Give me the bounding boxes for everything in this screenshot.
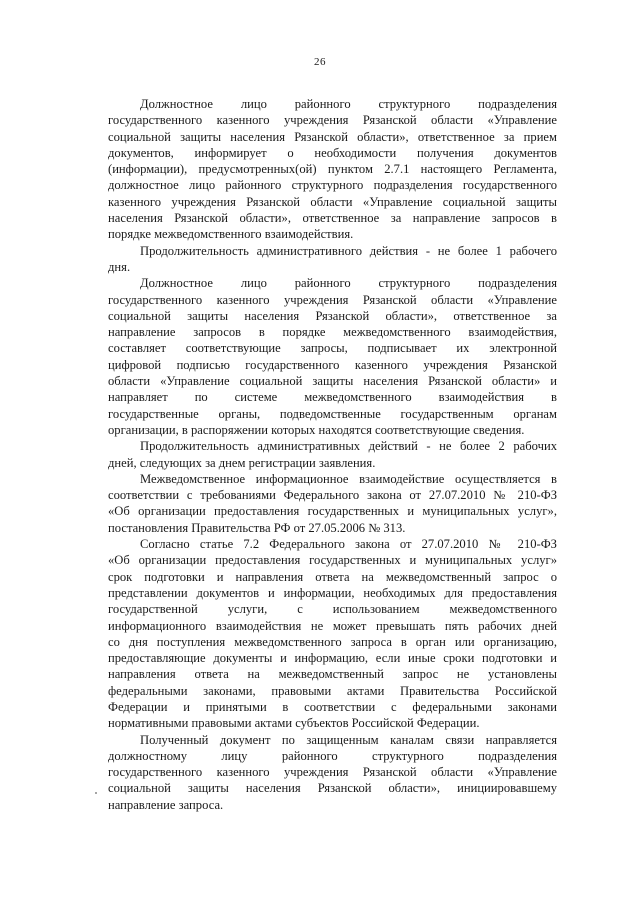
text-line: области «Управление социальной защиты населения Рязанской области» и (108, 374, 557, 389)
text-line: социальной защиты населения Рязанской области», инициировавшему (108, 781, 557, 796)
text-line: соответствии с требованиями Федерального закона от 27.07.2010 № 210-ФЗ (108, 488, 557, 503)
text-line: со дня поступления межведомственного запроса в орган или организацию, (108, 634, 557, 649)
text-line: Федерации и принятыми в соответствии с федеральными законами (108, 699, 557, 714)
text-line: Должностное лицо районного структурного подразделения (140, 97, 557, 111)
text-line: должностному лицу районного структурного подразделения (108, 748, 557, 763)
text-line: населения Рязанской области», ответственное за направление запросов в (108, 211, 557, 226)
scan-speck (95, 792, 97, 794)
text-line: (информации), предусмотренных(ой) пунктом 2.7.1 настоящего Регламента, (108, 162, 557, 177)
paragraph (108, 732, 557, 813)
paragraph (108, 536, 557, 732)
text-line: государственного казенного учреждения Рязанской области «Управление (108, 113, 557, 128)
text-line: государственного казенного учреждения Рязанской области «Управление (108, 292, 557, 307)
text-line: направления ответа на межведомственный запрос не установлены (108, 667, 557, 682)
text-line: казенного учреждения Рязанской области «Управление социальной защиты (108, 194, 557, 209)
text-line: направление запроса. (108, 797, 224, 812)
text-line: документов, информирует о необходимости получения документов (108, 145, 557, 160)
text-line: составляет соответствующие запросы, подписывает их электронной (108, 341, 557, 356)
text-line: социальной защиты населения Рязанской области», ответственное за прием (108, 129, 557, 144)
text-line: порядке межведомственного взаимодействия. (108, 227, 354, 242)
text-line: цифровой подписью государственного казенного учреждения Рязанской (108, 357, 557, 372)
text-line: государственного казенного учреждения Рязанской области «Управление (108, 765, 557, 780)
text-line: представлении документов и информации, необходимых для предоставления (108, 585, 557, 600)
text-line: должностное лицо районного структурного подразделения государственного (108, 178, 557, 193)
text-line: Полученный документ по защищенным каналам связи направляется (140, 732, 557, 747)
document-body (108, 96, 557, 813)
paragraph (108, 243, 557, 276)
paragraph (108, 471, 557, 536)
text-line: Продолжительность административных действий - не более 2 рабочих (140, 439, 557, 454)
text-line: Должностное лицо районного структурного подразделения (140, 276, 557, 291)
text-line: Межведомственное информационное взаимодействие осуществляется в (140, 471, 557, 486)
text-line: направление запросов в порядке межведомственного взаимодействия, (108, 325, 557, 340)
text-line: «Об организации предоставления государственных и муниципальных услуг» (108, 553, 557, 568)
text-line: федеральными законами, правовыми актами Правительства Российской (108, 683, 557, 698)
text-line: нормативными правовыми актами субъектов Российской Федерации. (108, 716, 480, 731)
text-line: дней, следующих за днем регистрации заявления. (108, 455, 376, 470)
text-line: направляет по системе межведомственного взаимодействия в (108, 390, 557, 405)
text-line: предоставляющие документы и информацию, если иные сроки подготовки и (108, 651, 557, 666)
text-line: социальной защиты населения Рязанской области», ответственное за (108, 308, 557, 323)
text-line: государственные органы, подведомственные государственным органам (108, 406, 557, 421)
text-line: Продолжительность административного действия - не более 1 рабочего (140, 243, 557, 258)
text-line: государственной услуги, с использованием межведомственного (108, 602, 557, 617)
page-number: 26 (314, 56, 326, 68)
text-line: «Об организации предоставления государственных и муниципальных услуг», (108, 504, 557, 519)
text-line: организации, в распоряжении которых находятся соответствующие сведения. (108, 422, 525, 437)
text-line: срок подготовки и направления ответа на межведомственный запрос о (108, 569, 557, 584)
text-line: постановления Правительства РФ от 27.05.2006 № 313. (108, 520, 406, 535)
text-line: дня. (108, 259, 131, 274)
paragraph (108, 438, 557, 471)
paragraph (108, 96, 557, 243)
text-line: Согласно статье 7.2 Федерального закона от 27.07.2010 № 210-ФЗ (140, 537, 557, 552)
text-line: информационного взаимодействия не может превышать пять рабочих дней (108, 618, 557, 633)
paragraph (108, 275, 557, 438)
